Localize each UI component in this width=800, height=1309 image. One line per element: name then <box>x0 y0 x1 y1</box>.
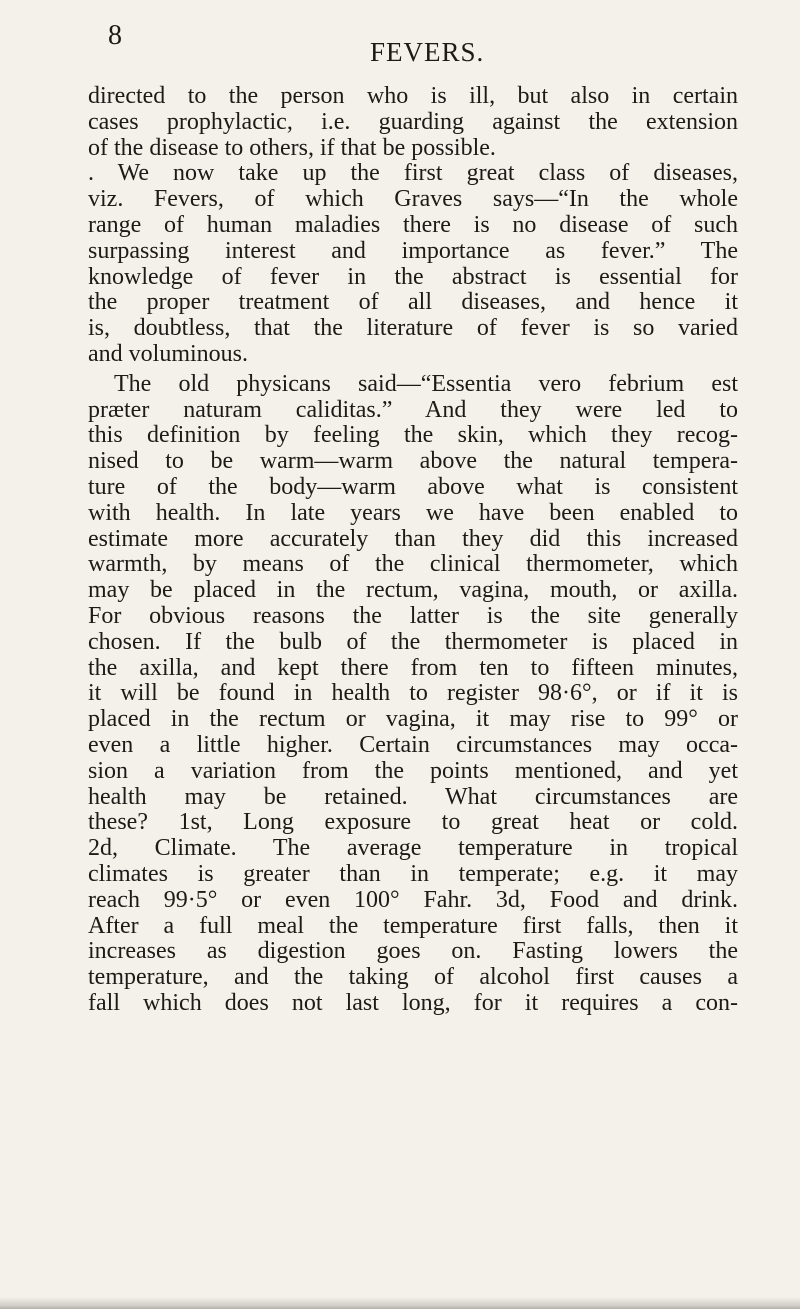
text-line: knowledge of fever in the abstract is essential for <box>88 263 738 290</box>
text-line: præter naturam caliditas.” And they were led to <box>88 396 738 423</box>
text-line: cases prophylactic, i.e. guarding against the extension <box>88 108 738 135</box>
text-line: warmth, by means of the clinical thermometer, which <box>88 551 738 578</box>
body-text <box>88 84 738 1017</box>
text-line: climates is greater than in temperate; e.g. it may <box>88 860 738 887</box>
text-line: surpassing interest and importance as fever.” The <box>88 237 738 264</box>
text-line: estimate more accurately than they did this increased <box>88 525 738 552</box>
text-line: chosen. If the bulb of the thermometer is placed in <box>88 628 738 655</box>
text-line: directed to the person who is ill, but also in certain <box>88 83 738 109</box>
text-line: increases as digestion goes on. Fasting lowers the <box>88 938 738 965</box>
text-line: sion a variation from the points mentioned, and yet <box>88 757 738 784</box>
text-line: The old physicans said—“Essentia vero febrium est <box>114 370 738 397</box>
text-line: is, doubtless, that the literature of fever is so varied <box>88 315 738 342</box>
text-line: range of human maladies there is no disease of such <box>88 211 738 238</box>
text-line: temperature, and the taking of alcohol first causes a <box>88 964 738 991</box>
text-line: this definition by feeling the skin, which they recog- <box>88 422 738 449</box>
text-line: the axilla, and kept there from ten to fifteen minutes, <box>88 654 738 681</box>
running-head: FEVERS. <box>370 37 485 67</box>
page-edge-shadow <box>0 1297 800 1309</box>
text-line: with health. In late years we have been enabled to <box>88 499 738 526</box>
text-line: it will be found in health to register 98·6°, or if it is <box>88 680 738 707</box>
text-line: After a full meal the temperature first falls, then it <box>88 912 738 939</box>
text-line: reach 99·5° or even 100° Fahr. 3d, Food and drink. <box>88 886 738 913</box>
text-line: For obvious reasons the latter is the site generally <box>88 602 738 629</box>
text-line: health may be retained. What circumstances are <box>88 783 738 810</box>
text-line: . We now take up the first great class of diseases, <box>88 160 738 187</box>
text-line: ture of the body—warm above what is consistent <box>88 473 738 500</box>
text-line: and voluminous. <box>88 340 248 367</box>
text-line: 2d, Climate. The average temperature in tropical <box>88 835 738 862</box>
text-line: placed in the rectum or vagina, it may rise to 99° or <box>88 706 738 733</box>
text-line: viz. Fevers, of which Graves says—“In the whole <box>88 186 738 213</box>
text-line: the proper treatment of all diseases, and hence it <box>88 289 738 316</box>
text-line: of the disease to others, if that be possible. <box>88 134 496 161</box>
text-line: fall which does not last long, for it requires a con- <box>88 989 738 1016</box>
text-line: these? 1st, Long exposure to great heat or cold. <box>88 809 738 836</box>
text-line: may be placed in the rectum, vagina, mouth, or axilla. <box>88 577 738 604</box>
text-line: nised to be warm—warm above the natural tempera- <box>88 448 738 475</box>
page-number: 8 <box>108 20 122 51</box>
text-line: even a little higher. Certain circumstances may occa- <box>88 731 738 758</box>
